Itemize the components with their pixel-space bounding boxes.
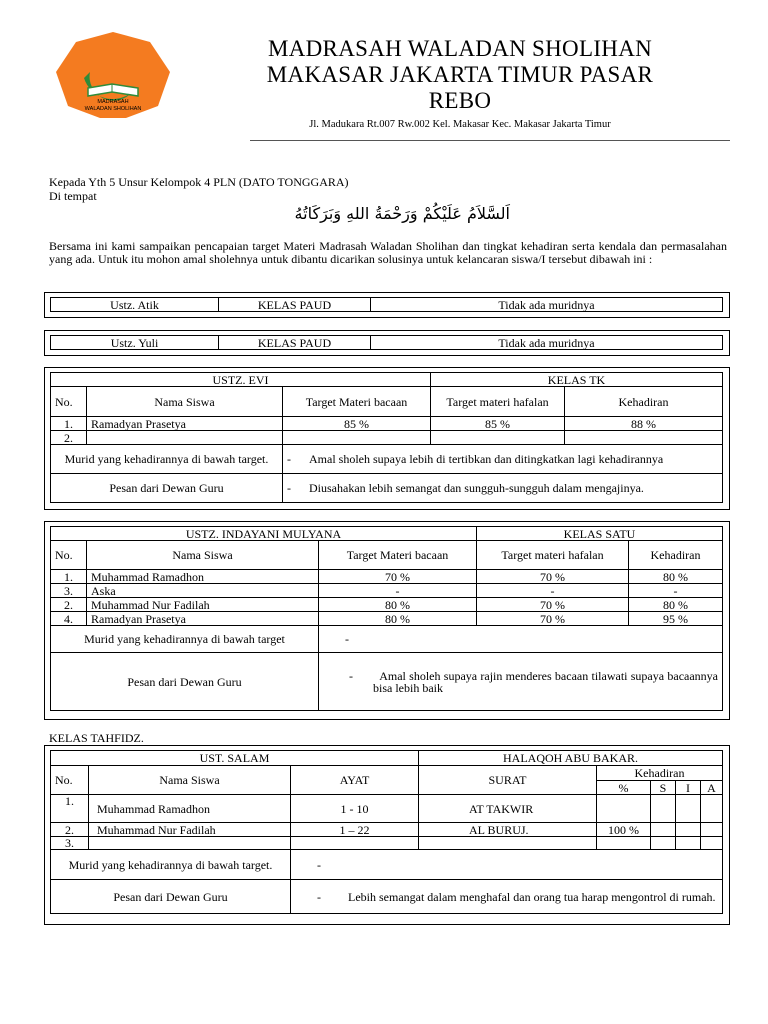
kehadiran: 80 % [629,570,723,584]
arabic-greeting: اَلسَّلاَمُ عَلَيْكُمْ وَرَحْمَةُ اللهِ وَبَرَكَاتُهُ [294,204,510,223]
message-label: Pesan dari Dewan Guru [51,880,291,914]
ayat [291,837,419,850]
class-note: Tidak ada muridnya [371,298,723,312]
intro-paragraph: Bersama ini kami sampaikan pencapaian target Materi Madrasah Waladan Sholihan dan tingkat kehadiran serta kendala dan permasalahan yang ada. Untuk itu mohon amal sholehnya untuk dibantu dicarikan solusinya untuk kelancaran siswa/I tersebut dibawah ini : [49,239,727,266]
title-line: MAKASAR JAKARTA TIMUR PASAR [266,62,654,87]
kehadiran-a [701,823,723,837]
kehadiran-s [651,795,676,823]
col-surat: SURAT [419,766,597,795]
table-row [51,598,723,612]
kehadiran: 80 % [629,598,723,612]
target-bacaan: - [319,584,477,598]
below-target-label: Murid yang kehadirannya di bawah target [51,626,319,653]
below-target-value: - Amal sholeh supaya lebih di tertibkan dan ditingkatkan lagi kehadirannya [283,445,723,474]
target-hafalan: 70 % [477,598,629,612]
header-divider [250,140,730,141]
col-name: Nama Siswa [87,387,283,417]
ayat: 1 - 10 [291,795,419,823]
target-bacaan: 80 % [319,598,477,612]
col-target-hafalan: Target materi hafalan [431,387,565,417]
teacher-name: USTZ. INDAYANI MULYANA [51,527,477,541]
student-name [87,431,283,445]
kehadiran: 95 % [629,612,723,626]
table-row [51,570,723,584]
recipient: Kepada Yth 5 Unsur Kelompok 4 PLN (DATO TONGGARA) [49,175,349,189]
kehadiran: - [629,584,723,598]
row-no: 3. [51,837,89,850]
col-target-bacaan: Target Materi bacaan [319,541,477,570]
paud-atik-table [50,297,723,312]
logo-text-bottom: WALADAN SHOLIHAN [84,106,142,112]
kehadiran-a [701,837,723,850]
message-text: Diusahakan lebih semangat dan sungguh-sungguh dalam mengajinya. [309,481,644,495]
student-name: Ramadyan Prasetya [87,417,283,431]
target-bacaan: 85 % [283,417,431,431]
col-name: Nama Siswa [87,541,319,570]
kehadiran-i [676,795,701,823]
col-kehadiran: Kehadiran [597,766,723,781]
surat: AT TAKWIR [419,795,597,823]
target-bacaan: 70 % [319,570,477,584]
target-hafalan [431,431,565,445]
kehadiran-s [651,823,676,837]
kehadiran-i [676,837,701,850]
message-label: Pesan dari Dewan Guru [51,653,319,711]
col-i: I [676,781,701,795]
school-title [215,36,705,114]
target-hafalan: 70 % [477,570,629,584]
class-name: KELAS PAUD [219,298,371,312]
place: Di tempat [49,189,97,203]
teacher-name: UST. SALAM [51,751,419,766]
below-target-label: Murid yang kehadirannya di bawah target. [51,445,283,474]
satu-table [50,526,723,711]
row-no: 2. [51,431,87,445]
surat [419,837,597,850]
col-kehadiran: Kehadiran [629,541,723,570]
message-value: - Diusahakan lebih semangat dan sungguh-sungguh dalam mengajinya. [283,474,723,503]
teacher-name: USTZ. EVI [51,373,431,387]
title-line: REBO [428,88,492,113]
tahfidz-table [50,750,723,914]
section-title-tahfidz: KELAS TAHFIDZ. [49,731,144,745]
tk-table [50,372,723,503]
kehadiran-i [676,823,701,837]
student-name: Aska [87,584,319,598]
col-no: No. [51,541,87,570]
paud-yuli-table [50,335,723,350]
table-row [51,612,723,626]
target-hafalan: - [477,584,629,598]
col-no: No. [51,766,89,795]
class-name: KELAS SATU [477,527,723,541]
table-row [51,431,723,445]
school-logo [54,30,172,120]
school-logo-icon [54,30,172,120]
surat: AL BURUJ. [419,823,597,837]
below-target-label: Murid yang kehadirannya di bawah target. [51,850,291,880]
table-row [51,823,723,837]
group-name: HALAQOH ABU BAKAR. [419,751,723,766]
target-bacaan: 80 % [319,612,477,626]
message-text: Amal sholeh supaya rajin menderes bacaan tilawati supaya bacaannya bisa lebih baik [373,668,718,695]
target-bacaan [283,431,431,445]
logo-text-top: MADRASAH [97,99,129,105]
student-name: Ramadyan Prasetya [87,612,319,626]
row-no: 1. [51,570,87,584]
kehadiran-pct [597,837,651,850]
kehadiran-pct: 100 % [597,823,651,837]
target-hafalan: 85 % [431,417,565,431]
kehadiran-a [701,795,723,823]
table-row [51,795,723,823]
row-no: 3. [51,584,87,598]
teacher-name: Ustz. Yuli [51,336,219,350]
table-row [51,584,723,598]
row-no: 1. [51,417,87,431]
class-note: Tidak ada muridnya [371,336,723,350]
col-pct: % [597,781,651,795]
message-label: Pesan dari Dewan Guru [51,474,283,503]
student-name: Muhammad Nur Fadilah [89,823,291,837]
row-no: 1. [51,795,89,823]
student-name: Muhammad Ramadhon [87,570,319,584]
col-ayat: AYAT [291,766,419,795]
kehadiran: 88 % [565,417,723,431]
message-value: - Lebih semangat dalam menghafal dan orang tua harap mengontrol di rumah. [291,880,723,914]
row-no: 2. [51,598,87,612]
col-kehadiran: Kehadiran [565,387,723,417]
message-value: - Amal sholeh supaya rajin menderes bacaan tilawati supaya bacaannya bisa lebih baik [319,653,723,711]
teacher-name: Ustz. Atik [51,298,219,312]
school-address: Jl. Madukara Rt.007 Rw.002 Kel. Makasar Kec. Makasar Jakarta Timur [309,119,611,130]
class-name: KELAS PAUD [219,336,371,350]
col-target-hafalan: Target materi hafalan [477,541,629,570]
table-row [51,837,723,850]
student-name: Muhammad Ramadhon [89,795,291,823]
col-name: Nama Siswa [89,766,291,795]
col-a: A [701,781,723,795]
kehadiran-pct [597,795,651,823]
col-target-bacaan: Target Materi bacaan [283,387,431,417]
table-row [51,417,723,431]
below-target-value: - [291,850,723,880]
below-target-value: - [319,626,723,653]
student-name: Muhammad Nur Fadilah [87,598,319,612]
row-no: 4. [51,612,87,626]
message-text: Lebih semangat dalam menghafal dan orang tua harap mengontrol di rumah. [348,889,716,904]
student-name [89,837,291,850]
col-s: S [651,781,676,795]
col-no: No. [51,387,87,417]
title-line: MADRASAH WALADAN SHOLIHAN [267,36,653,61]
target-hafalan: 70 % [477,612,629,626]
ayat: 1 – 22 [291,823,419,837]
kehadiran-s [651,837,676,850]
row-no: 2. [51,823,89,837]
class-name: KELAS TK [431,373,723,387]
kehadiran [565,431,723,445]
below-target-text: Amal sholeh supaya lebih di tertibkan dan ditingkatkan lagi kehadirannya [309,452,664,466]
